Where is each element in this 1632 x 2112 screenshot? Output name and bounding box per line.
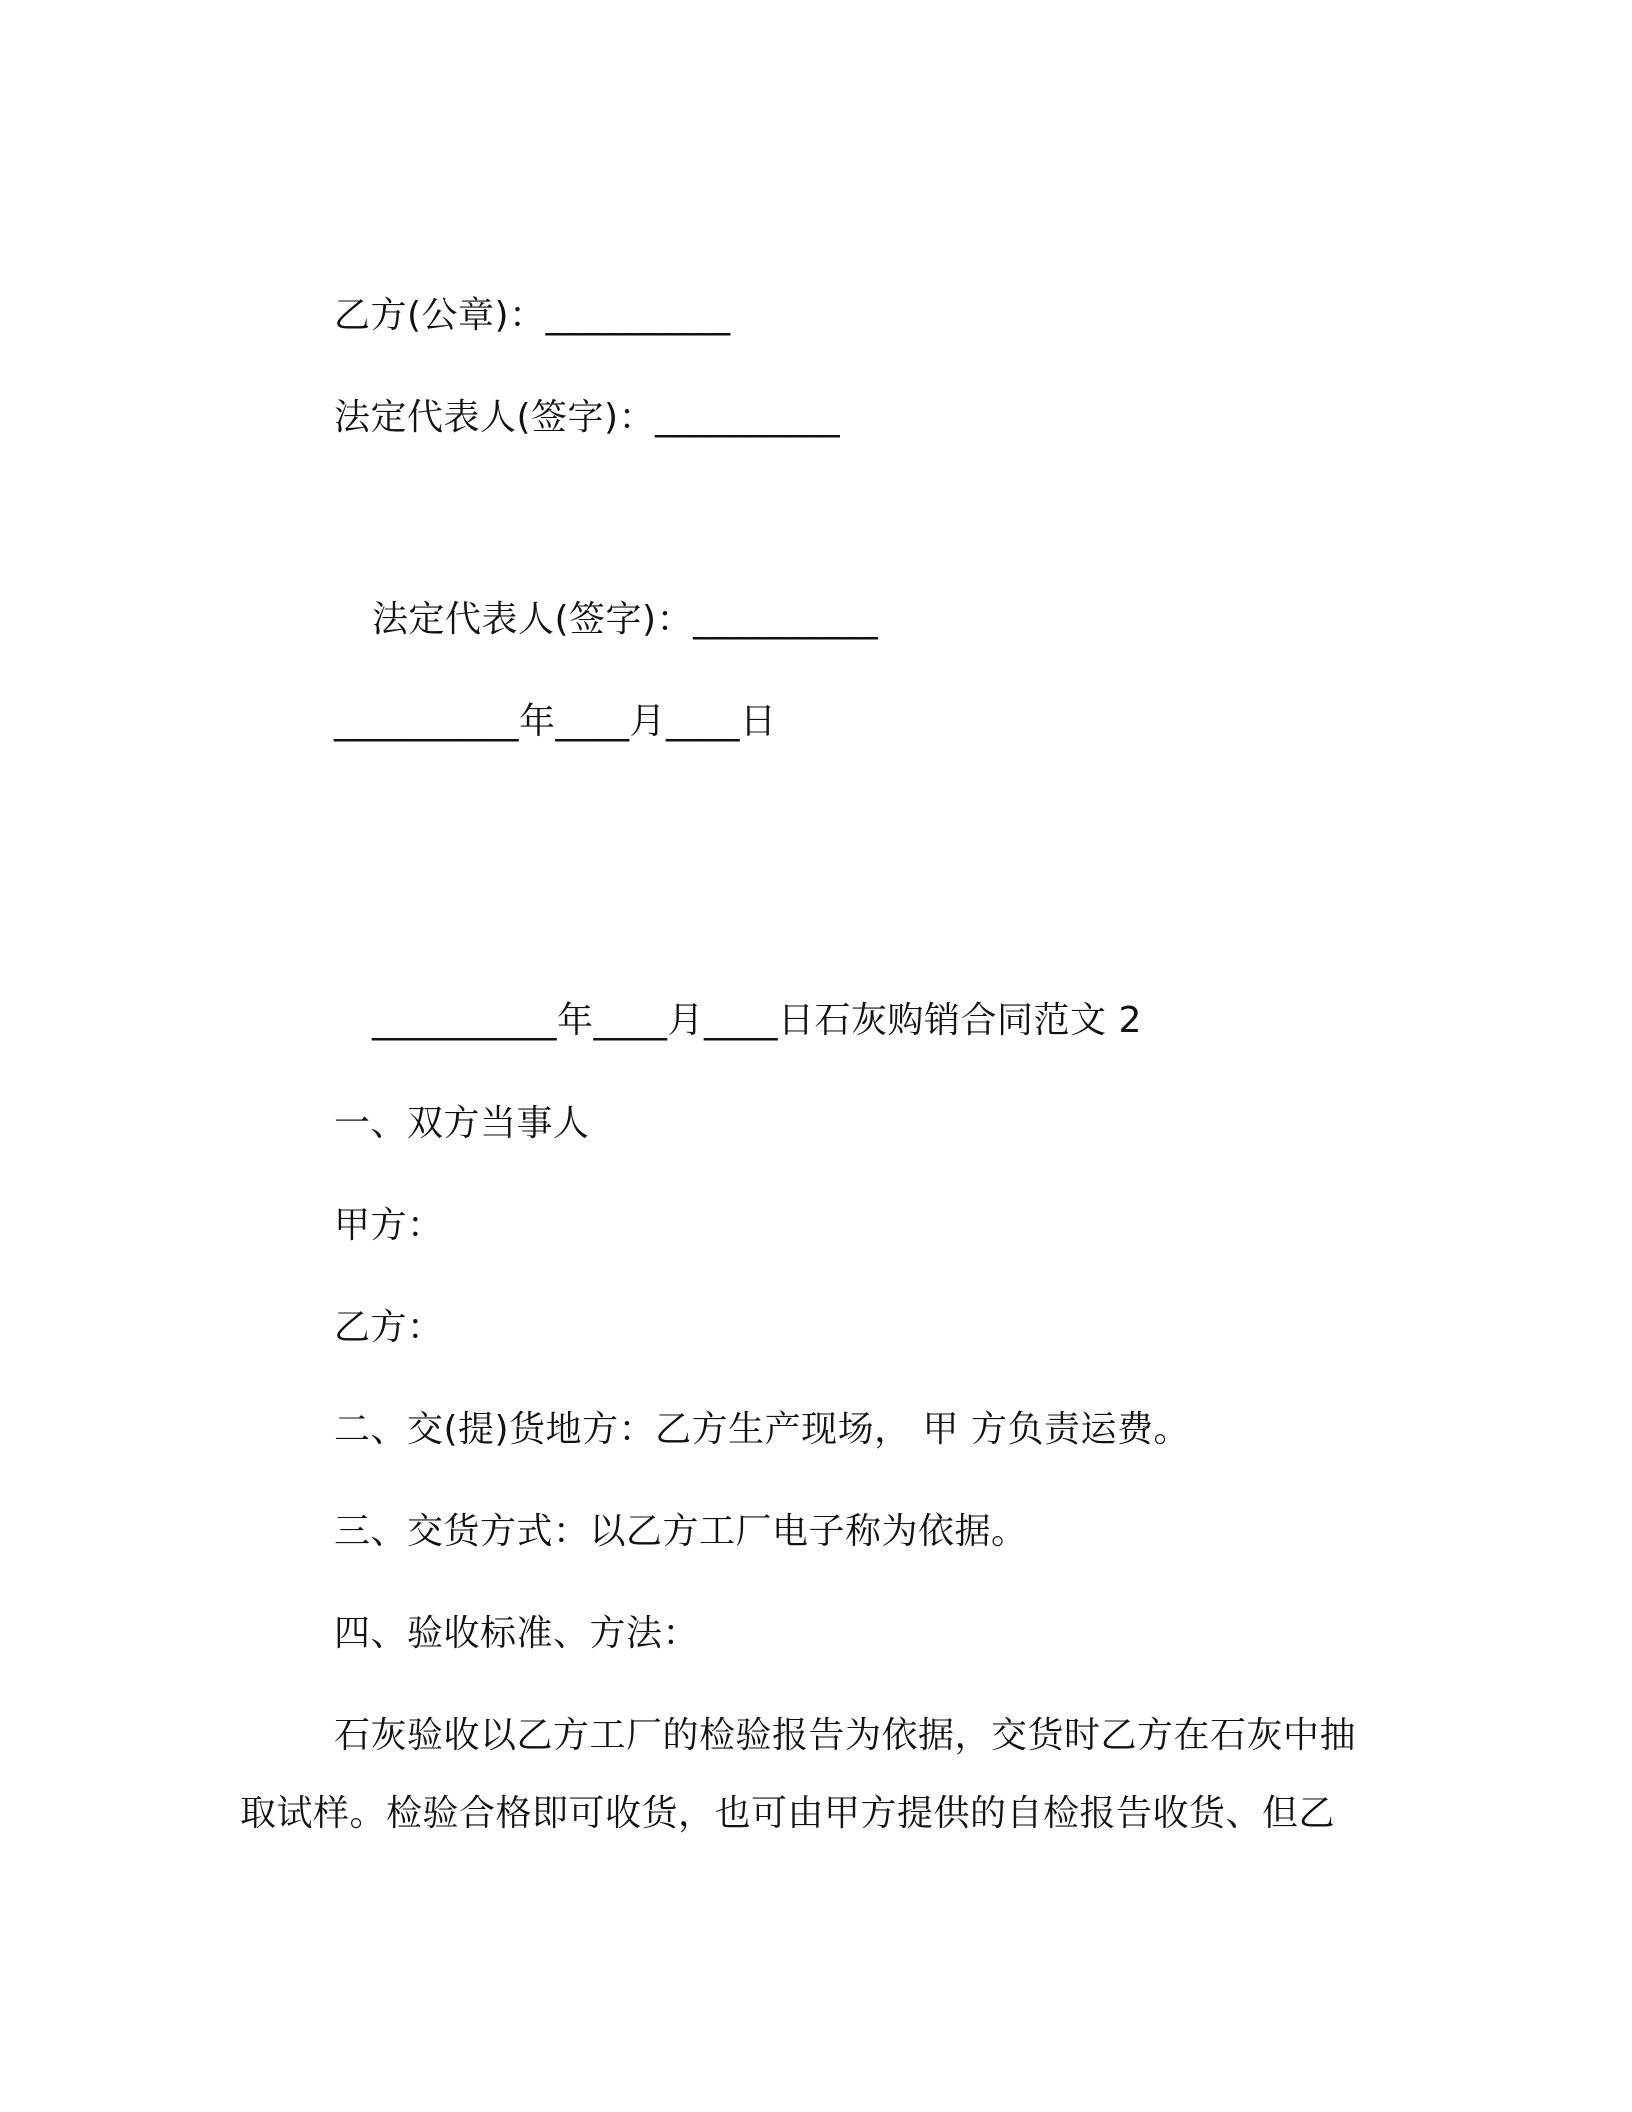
- section-two-delivery-place: 二、交(提)货地方：乙方生产现场， 甲 方负责运费。: [334, 1409, 1190, 1450]
- date-line: __________年____月____日: [334, 701, 777, 742]
- legal-rep-signature-line: 法定代表人(签字)：__________: [334, 397, 841, 438]
- section-three-delivery-method: 三、交货方式：以乙方工厂电子称为依据。: [334, 1511, 1028, 1552]
- party-b-seal-line: 乙方(公章)：__________: [334, 295, 731, 336]
- legal-rep-signature-line-2: 法定代表人(签字)：__________: [372, 599, 879, 640]
- inspection-paragraph-line-1: 石灰验收以乙方工厂的检验报告为依据，交货时乙方在石灰中抽: [334, 1715, 1357, 1756]
- section-one-heading: 一、双方当事人: [334, 1103, 590, 1144]
- party-a-line: 甲方：: [334, 1205, 444, 1246]
- section-four-heading: 四、验收标准、方法：: [334, 1613, 700, 1654]
- inspection-paragraph-line-2: 取试样。检验合格即可收货，也可由甲方提供的自检报告收货、但乙: [240, 1793, 1336, 1834]
- party-b-line: 乙方：: [334, 1307, 444, 1348]
- contract-title: __________年____月____日石灰购销合同范文 2: [372, 1000, 1142, 1041]
